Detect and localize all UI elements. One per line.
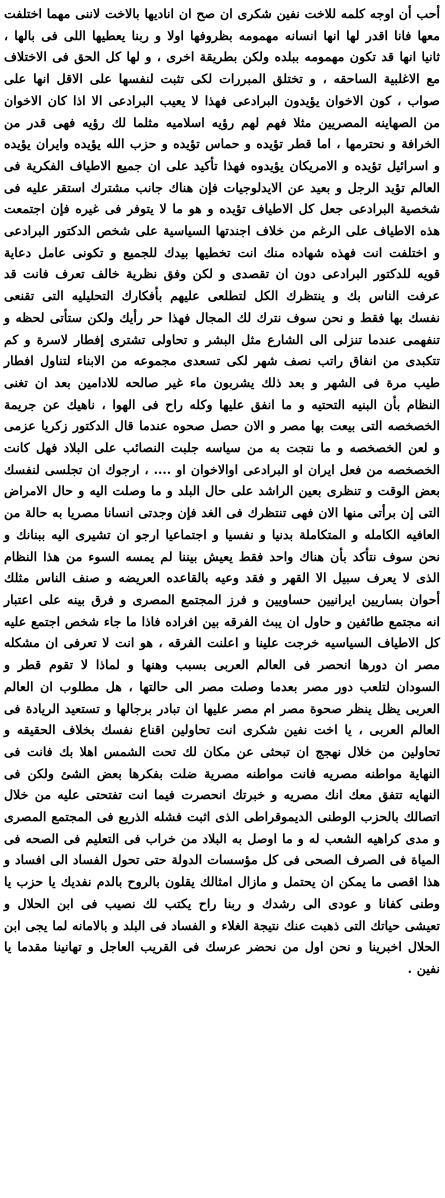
comment-body-text: أحب أن اوجه كلمه للاخت نفين شكرى ان صح ان اناديها بالاخت لاننى مهما اختلفت معها فانا اقدر لها انها انسانه مهمومه بظروفها اولا و ربنا يعطيها اللى فى بالها ، ثانيا انها قد تكون مهمومه ببلده ولكن بطريقة اخرى ، و لها كل الحق فى الاختلاف مع الاغلبية الساحقه ، و تختلق المبررات لكى تثبت لنفسها على الاقل انها على صواب ، كون الاخوان يؤيدون البرادعى فهذا لا يعيب البرادعى الا اذا كان الاخوان من الصهاينه المصريين مثلا فهم لهم رؤيه اسلاميه مثلما لك رؤيه فهى قدر من الخرافة و نحترمها ، اما قطر تؤيده و حماس تؤيده و حزب الله يؤيده وايران يؤيده و اسرائيل تؤيده و الامريكان يؤيدوه فهذا تأكيد على ان جميع الاطياف الفكرية فى العالم تؤيد الرجل و بعيد عن الايدلوجيات فإن هناك جانب مشترك استقر عليه فى شخصية البرادعى جعل كل الاطياف تؤيده و هو ما لا يتوفر فى غيره فإن اجتمعت هذه الاطياف على الرغم من خلاف اجندتها السياسية على شخص الدكتور البرادعى و اختلفت انت فهذه شهاده منك انت تخطيها بيدك للجميع و تكونى عامل دعاية قويه للدكتور البرادعى دون ان تقصدى و لكن وفق نظرية خالف تعرف فانت قد عرفت الناس بك و ينتظرك الكل لتطلعى عليهم بأفكارك التحليليه التى تقنعى نفسك بها فقط و نحن سوف نترك لك المجال فهذا حر رأيك ولكن ستأتى لحظه و تنفهمى عندما تنزلى الى الشارع مثل البشر و تحاولى تشترى إفطار لاسرة و كم تتكبدى من انفاق راتب نصف شهر لكى تسعدى مجموعه من الابناء لتناول افطار طيب مرة فى الشهر و بعد ذلك يشربون ماء غير صالحه للادامين بعد ان تغنى النظام بأن البنيه التحتيه و ما انفق عليها وكله راح فى الهوا ، ناهيك عن جريمة الخصخصه التى بيعت بها مصر و الان حصل صحوه عندما قال الدكتور زكريا عزمى و لعن الخصخصه و ما نتجت به من سياسه جلبت النصائب على البلاد فهل كانت الخصخصه من فعل ايران او البرادعى اوالاخوان او .... ، ارجوك ان تجلسى لنفسك بعض الوقت و تنظرى بعين الراشد على حال البلد و ما وصلت اليه و حال الامراض التى إن برأتى منها الان فهى تنتظرك فى الغد فإن وجدتى انسانا مصريا به حالة من العافيه الكامله و المتكاملة بدنيا و نفسيا و اجتماعيا ارجو ان تشيرى اليه ببنانك و نحن سوف نتأكد بأن هناك واحد فقط يعيش بيننا لم يمسه السوء من هذا النظام الذى لا يعرف سبيل الا القهر و فقد وعيه بالقاعده العريضه و صنف الناس مثلك أحوان بساريين ايرانيين حساويين و فرز المجتمع المصرى و فرق بينه على اعتبار انه مجتمع طائفين و حاول ان يبث الفرقه بين افراده فاذا ما جاء شخص اجتمع عليه كل الاطياف السياسيه خرجت علينا و اعلنت الفرقه ، هو انت لا تعرفى ان مشكله مصر ان دورها انحصر فى العالم العربى بسبب وهنها و لماذا لا تقوم قطر و السودان لتلعب دور مصر بعدما وصلت مصر الى حالتها ، هل مطلوب ان العالم العربى يظل ينظر صحوة مصر ام مصر عليها ان تبادر برجالها و تستعيد الريادة فى العالم العربى ، يا اخت نفين شكرى انت تحاولين اقناع نفسك بخلاف الحقيقه و تحاولين من خلال نهجج ان تبحثى عن مكان لك تحت الشمس اهلا بك فانت فى النهاية مواطنه مصريه فانت مواطنه مصرية ضلت بفكرها بعض الشئ ولكن فى النهايه تتفق معك انك مصريه و خبرتك انحصرت فيما انت تفتحتى عليه من خلال اتصالك بالحزب الوطنى الديموقراطى الذى اثبت فشله الذريع فى المجتمع المصرى و مدى كراهيه الشعب له و ما اوصل به البلاد من خراب فى التعليم فى الصحه فى المياة فى الصرف الصحى فى كل مؤسسات الدولة حتى تحول الفساد الى افساد و هذا اقصى ما يمكن ان يحتمل و مازال امثالك يقلون بالروح بالدم نفديك يا حزب يا وطنى كفانا و عودى الى رشدك و ربنا راح يكتب لك نصيب فى ابن الحلال و تعيشى حياتك التى ذهبت عنك نتيجة الغلاء و الفساد فى البلد و بالامانه لما يجى ابن الحلال اخبرينا و نحن اول من نحضر عرسك فى القريب العاجل و تهانينا مقدما يا نفين . xyxy=(3,6,440,976)
